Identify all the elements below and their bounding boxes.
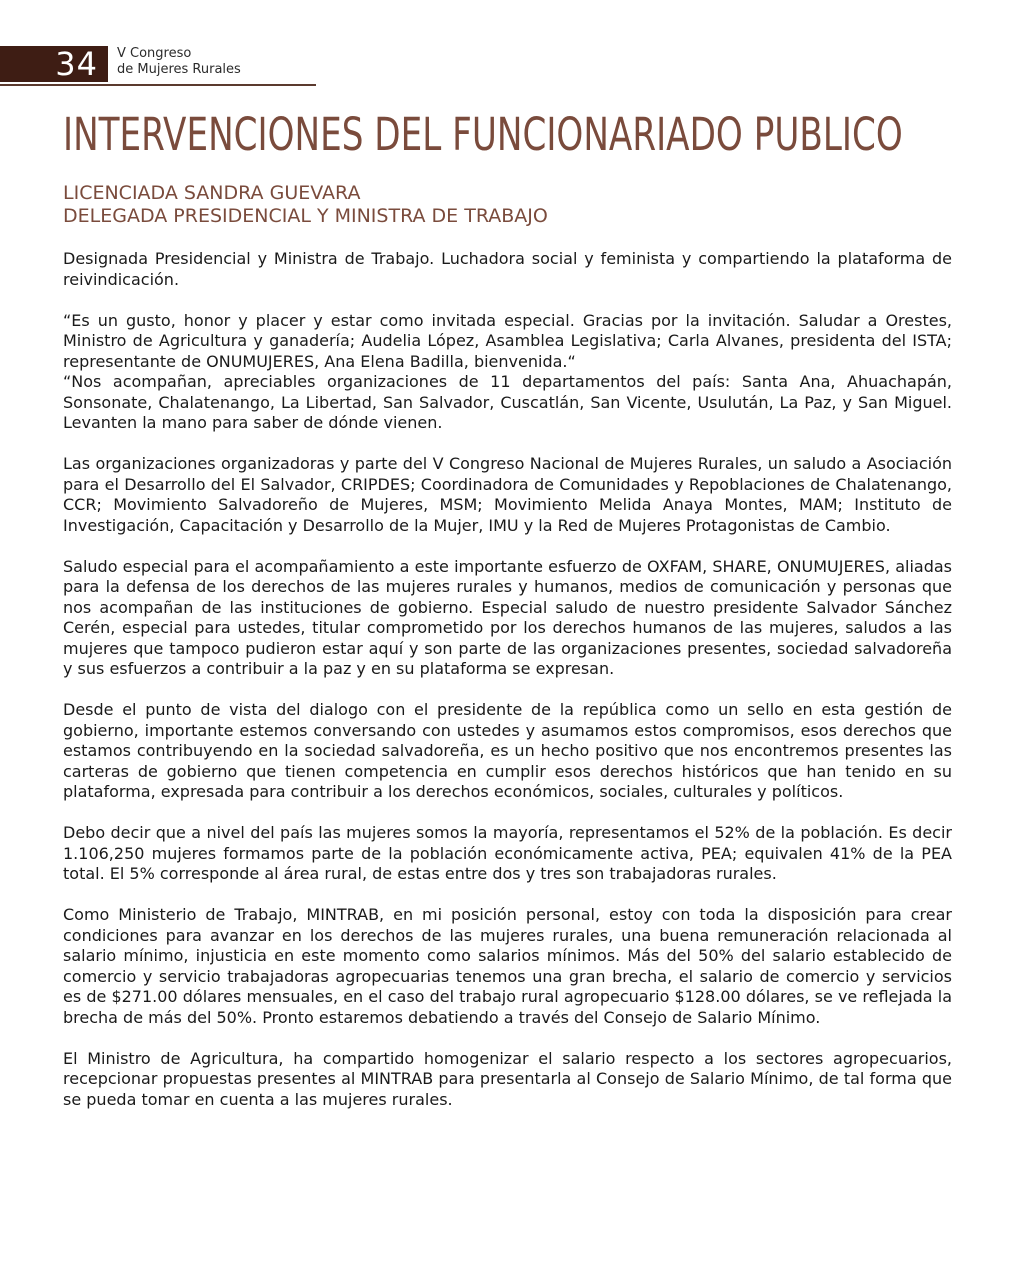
paragraph: “Nos acompañan, apreciables organizaciones de 11 departamentos del país: Santa Ana, Ahuachapán, Sonsonate, Chalatenango, La Libertad, San Salvador, Cuscatlán, San Vicente, Usulután, La Paz, y San Miguel. Levanten la mano para saber de dónde vienen.: [63, 372, 952, 432]
publication-name: [117, 46, 241, 78]
paragraph: Saludo especial para el acompañamiento a este importante esfuerzo de OXFAM, SHARE, ONUMUJERES, aliadas para la defensa de los derechos de las mujeres rurales y humanos, medios de comunicación y personas que nos acompañan de las instituciones de gobierno. Especial saludo de nuestro presidente Salvador Sánchez Cerén, especial para ustedes, titular comprometido por los derechos humanos de las mujeres, saludos a las mujeres que tampoco pudieron estar aquí y son parte de las organizaciones presentes, sociedad salvadoreña y sus esfuerzos a contribuir a la paz y en su plataforma se expresan.: [63, 556, 952, 678]
speaker-role: DELEGADA PRESIDENCIAL Y MINISTRA DE TRABAJO: [63, 205, 548, 227]
paragraph: Designada Presidencial y Ministra de Trabajo. Luchadora social y feminista y compartiendo la plataforma de reivindicación.: [63, 249, 952, 289]
paragraph: Como Ministerio de Trabajo, MINTRAB, en mi posición personal, estoy con toda la disposición para crear condiciones para avanzar en los derechos de las mujeres rurales, una buena remuneración relacionada al salario mínimo, injusticia en este momento como salarios mínimos. Más del 50% del salario establecido de comercio y servicio trabajadoras agropecuarias tenemos una gran brecha, el salario de comercio y servicios es de $271.00 dólares mensuales, en el caso del trabajo rural agropecuario $128.00 dólares, se ve reflejada la brecha de más del 50%. Pronto estaremos debatiendo a través del Consejo de Salario Mínimo.: [63, 905, 952, 1027]
paragraph: Las organizaciones organizadoras y parte del V Congreso Nacional de Mujeres Rurales, un saludo a Asociación para el Desarrollo del El Salvador, CRIPDES; Coordinadora de Comunidades y Repoblaciones de Chalatenango, CCR; Movimiento Salvadoreño de Mujeres, MSM; Movimiento Melida Anaya Montes, MAM; Instituto de Investigación, Capacitación y Desarrollo de la Mujer, IMU y la Red de Mujeres Protagonistas de Cambio.: [63, 454, 952, 535]
paragraph: El Ministro de Agricultura, ha compartido homogenizar el salario respecto a los sectores agropecuarios, recepcionar propuestas presentes al MINTRAB para presentarla al Consejo de Salario Mínimo, de tal forma que se pueda tomar en cuenta a las mujeres rurales.: [63, 1048, 952, 1109]
page-number: 34: [0, 46, 108, 82]
paragraph: Desde el punto de vista del dialogo con el presidente de la república como un sello en esta gestión de gobierno, importante estemos conversando con ustedes y asumamos estos compromisos, esos derechos que estamos contribuyendo en la sociedad salvadoreña, es un hecho positivo que nos encontremos presentes las carteras de gobierno que tienen competencia en cumplir esos derechos históricos que han tenido en su plataforma, expresada para contribuir a los derechos económicos, sociales, culturales y políticos.: [63, 700, 952, 801]
speaker-name: LICENCIADA SANDRA GUEVARA: [63, 182, 361, 204]
paragraph: “Es un gusto, honor y placer y estar como invitada especial. Gracias por la invitación. Saludar a Orestes, Ministro de Agricultura y ganadería; Audelia López, Asamblea Legislativa; Carla Alvanes, presidenta del ISTA; representante de ONUMUJERES, Ana Elena Badilla, bienvenida.“: [63, 310, 952, 371]
page-header: [0, 46, 316, 86]
publication-name-line-1: V Congreso: [117, 46, 192, 61]
article-body: [63, 249, 952, 1131]
paragraph: Debo decir que a nivel del país las mujeres somos la mayoría, representamos el 52% de la población. Es decir 1.106,250 mujeres formamos parte de la población económicamente activa, PEA; equivalen 41% de la PEA total. El 5% corresponde al área rural, de estas entre dos y tres son trabajadoras rurales.: [63, 823, 952, 883]
publication-name-line-2: de Mujeres Rurales: [117, 62, 241, 77]
speaker-block: [63, 182, 548, 228]
section-title: INTERVENCIONES DEL FUNCIONARIADO PUBLICO: [63, 108, 903, 161]
